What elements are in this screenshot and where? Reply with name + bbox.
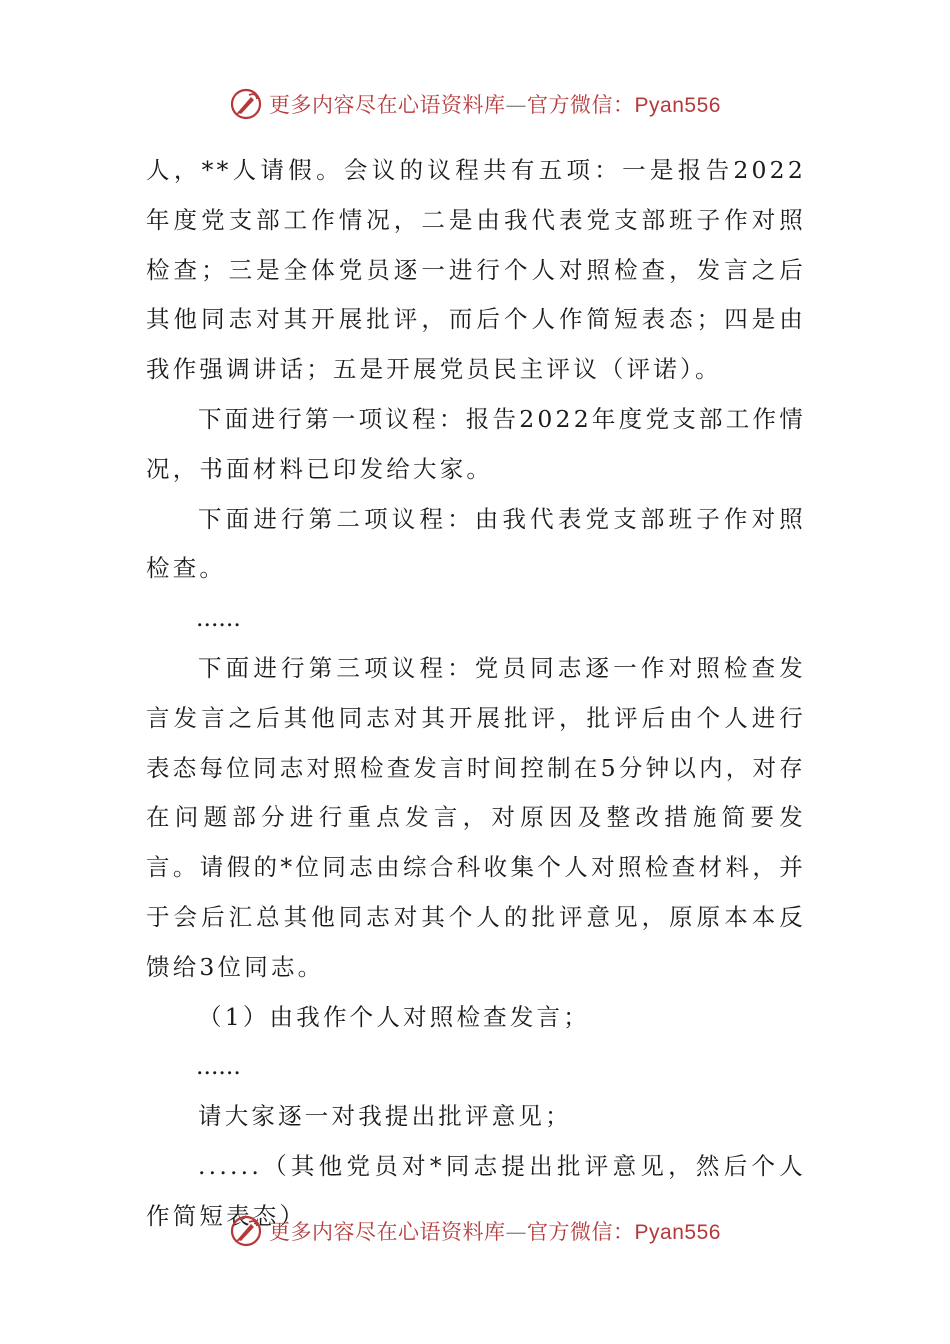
pen-nib-logo-icon (229, 87, 263, 121)
paragraph-request-criticism: 请大家逐一对我提出批评意见； (198, 1102, 572, 1131)
paragraph-agenda: 人，**人请假。会议的议程共有五项：一是报告2022年度党支部工作情况，二是由我代表党支部班子作对照检查；三是全体党员逐一进行个人对照检查，发言之后其他同志对其开展批评，而后个人作简短表态；四是由我作强调讲话；五是开展党员民主评议（评诺）。 (146, 156, 806, 384)
pen-nib-logo-icon (229, 1214, 263, 1248)
banner-text: 更多内容尽在心语资料库—官方微信：Pyan556 (269, 93, 721, 117)
footer-watermark-banner (0, 1211, 950, 1251)
ellipsis-line: ...... (196, 604, 241, 633)
banner-text: 更多内容尽在心语资料库—官方微信：Pyan556 (269, 1220, 721, 1244)
paragraph-other-members: ......（其他党员对*同志提出批评意见，然后个人作简短表态） (146, 1151, 806, 1230)
paragraph-item-one: 下面进行第一项议程：报告2022年度党支部工作情况，书面材料已印发给大家。 (146, 404, 806, 483)
header-watermark-banner (0, 84, 950, 124)
paragraph-item-two: 下面进行第二项议程：由我代表党支部班子作对照检查。 (146, 504, 806, 583)
paragraph-sub-one: （1）由我作个人对照检查发言； (198, 1002, 590, 1031)
document-body (146, 146, 806, 1242)
paragraph-item-three: 下面进行第三项议程：党员同志逐一作对照检查发言发言之后其他同志对其开展批评，批评后由个人进行表态每位同志对照检查发言时间控制在5分钟以内，对存在问题部分进行重点发言，对原因及整改措施简要发言。请假的*位同志由综合科收集个人对照检查材料，并于会后汇总其他同志对其个人的批评意见，原原本本反馈给3位同志。 (146, 653, 806, 981)
ellipsis-line: ...... (196, 1052, 241, 1081)
